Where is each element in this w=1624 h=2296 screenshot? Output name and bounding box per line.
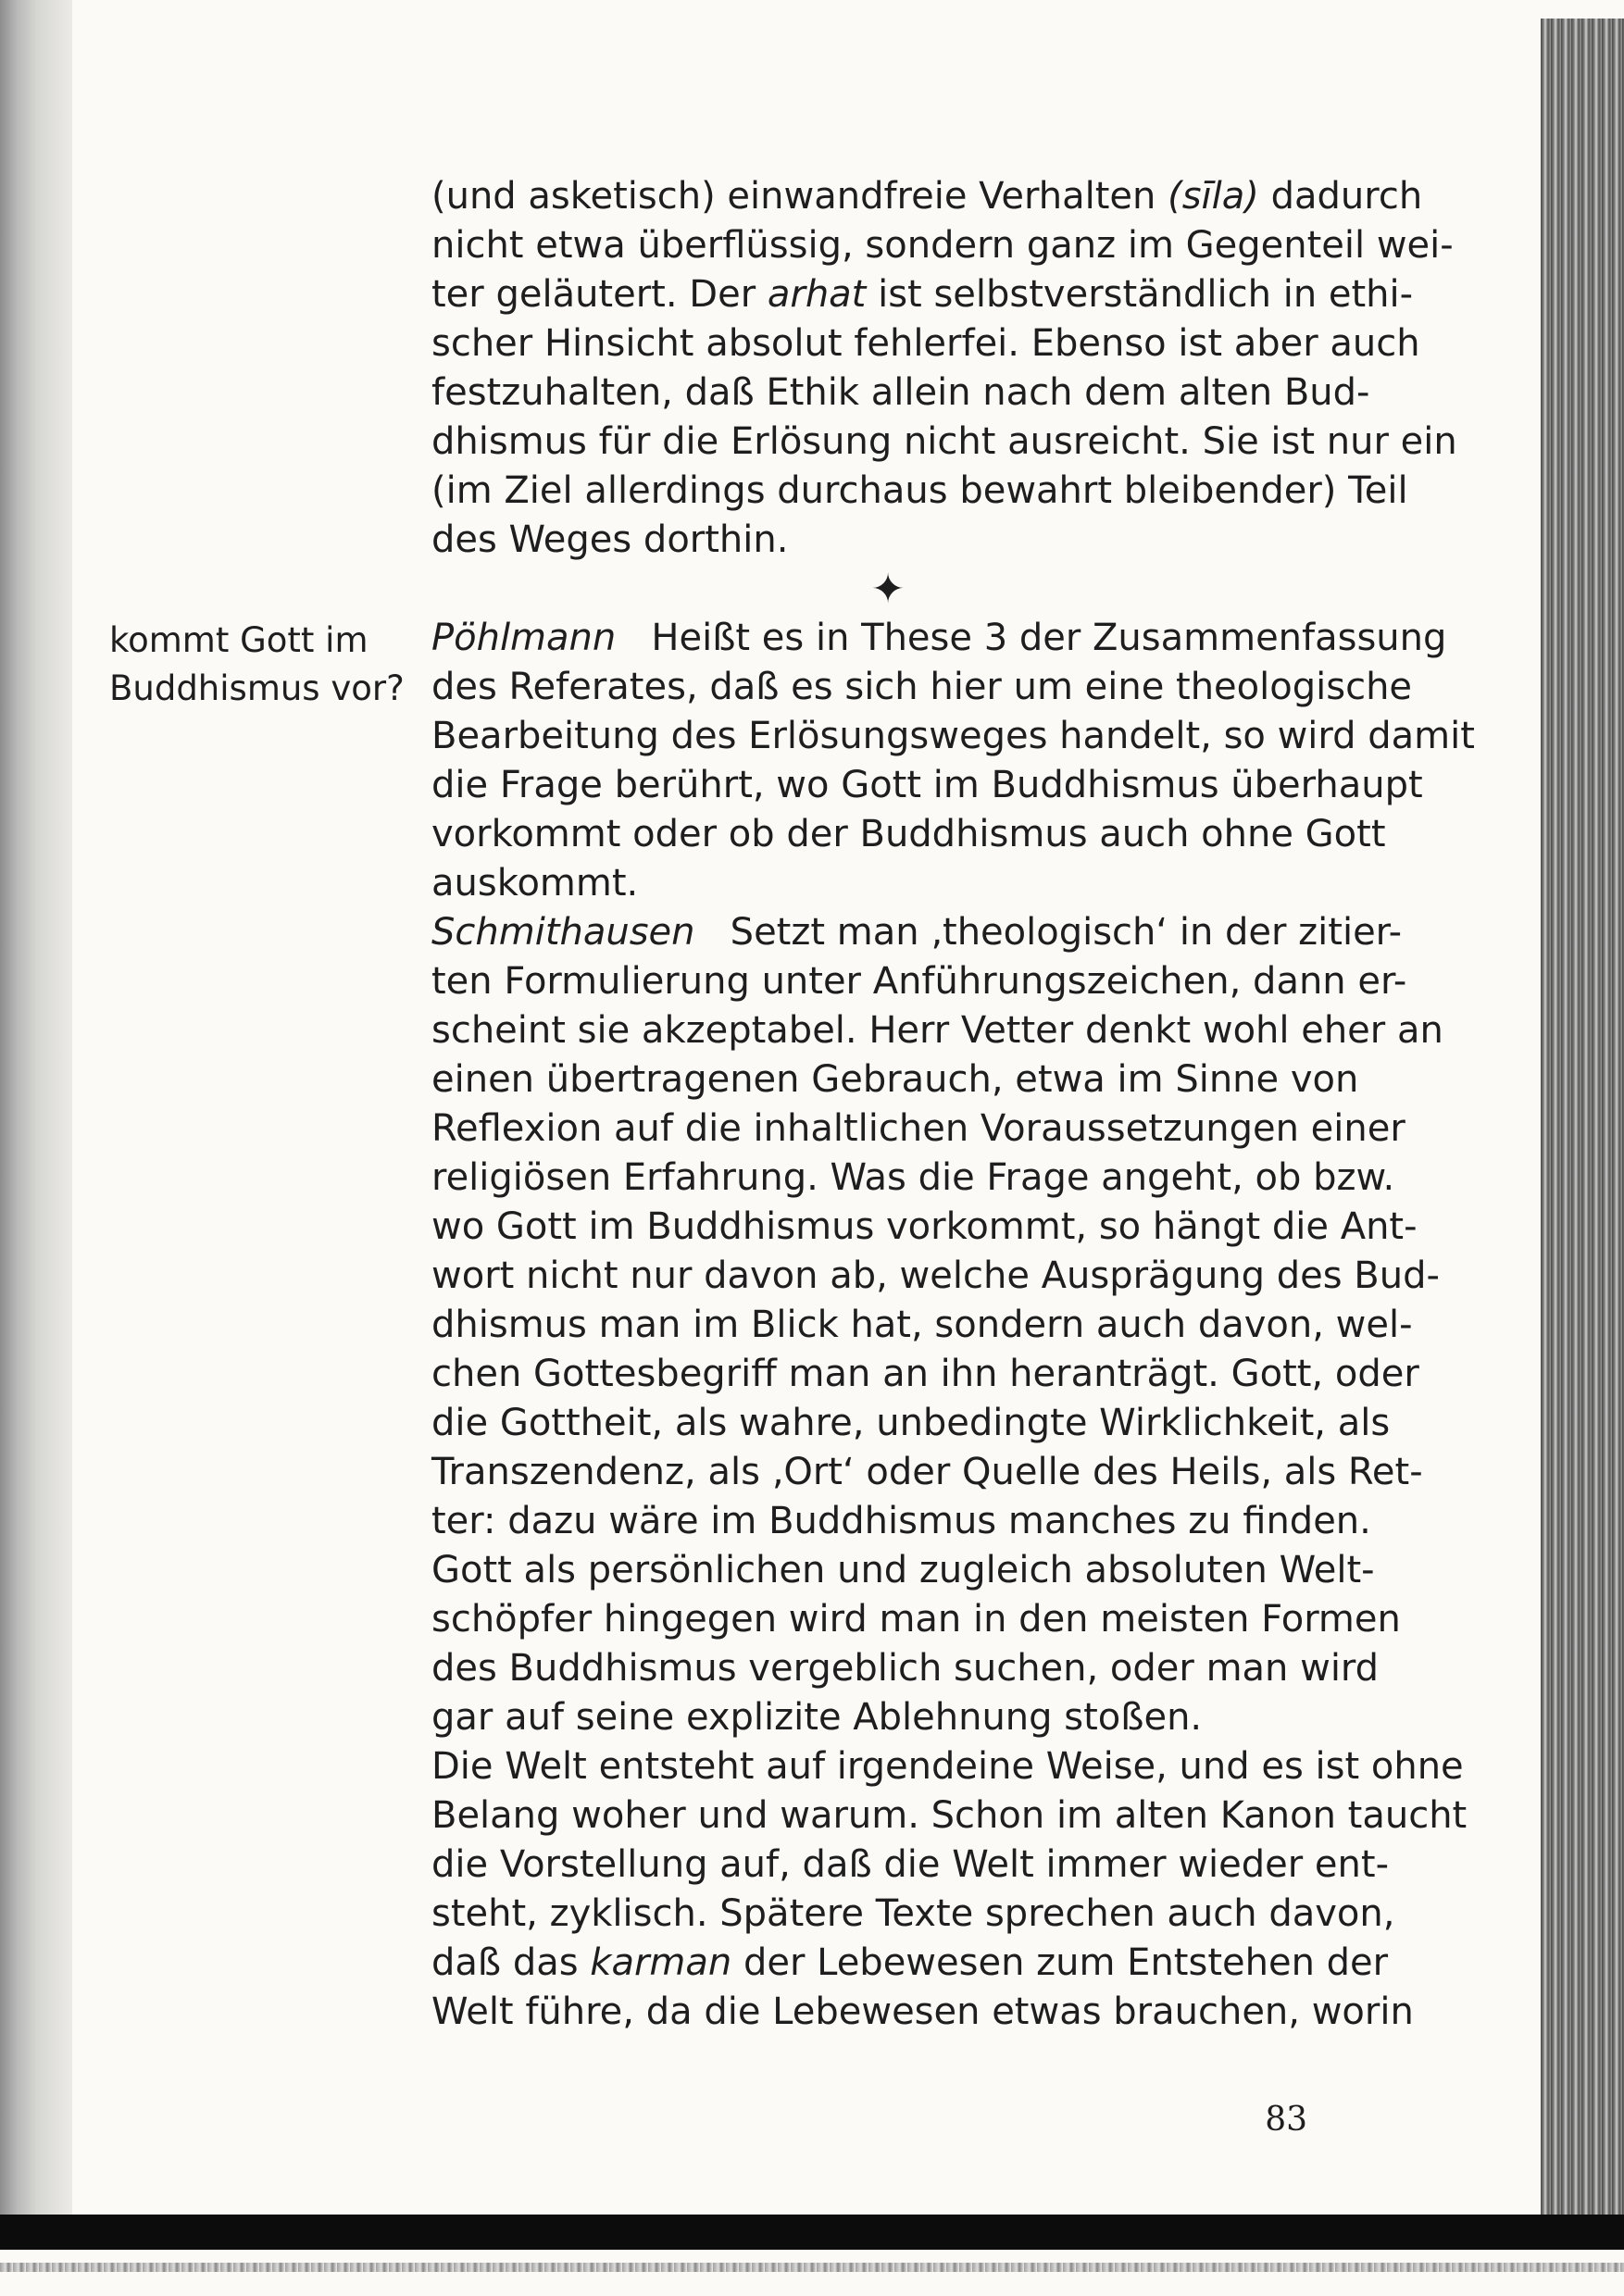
book-gutter-shadow xyxy=(0,0,72,2222)
text-line: Reflexion auf die inhaltlichen Voraussetzungen einer xyxy=(431,1107,1405,1150)
marginal-note-line: Buddhismus vor? xyxy=(109,668,405,708)
text-line: Gott als persönlichen und zugleich absoluten Welt- xyxy=(431,1549,1375,1591)
text-line: dhismus für die Erlösung nicht ausreicht. Sie ist nur ein xyxy=(431,420,1457,463)
scan-bottom-edge xyxy=(0,2215,1624,2250)
text-line: festzuhalten, daß Ethik allein nach dem alten Bud- xyxy=(431,371,1370,414)
page-edge-stack xyxy=(1541,19,1624,2222)
paragraph-2 xyxy=(431,614,1475,908)
text-line: des Buddhismus vergeblich suchen, oder man wird xyxy=(431,1647,1380,1690)
section-ornament: ✦ xyxy=(870,566,906,613)
text-line: ten Formulierung unter Anführungszeichen, dann er- xyxy=(431,960,1407,1003)
term-arhat: arhat xyxy=(767,273,867,316)
term-karman: karman xyxy=(590,1941,732,1984)
term-sila: (sīla) xyxy=(1168,175,1259,218)
text-line: chen Gottesbegriff man an ihn heranträgt. Gott, oder xyxy=(431,1353,1419,1395)
text-line: die Frage berührt, wo Gott im Buddhismus überhaupt xyxy=(431,764,1423,806)
marginal-note xyxy=(109,617,406,713)
text-line: Schmithausen Setzt man ‚theologisch‘ in der zitier- xyxy=(431,911,1403,954)
main-text-block xyxy=(431,172,1475,2037)
text-line: dhismus man im Blick hat, sondern auch davon, wel- xyxy=(431,1304,1413,1346)
speaker-name: Schmithausen xyxy=(431,911,695,954)
text-line: Die Welt entsteht auf irgendeine Weise, und es ist ohne xyxy=(431,1745,1464,1788)
text-line: scher Hinsicht absolut fehlerfei. Ebenso ist aber auch xyxy=(431,322,1420,365)
text-line: auskommt. xyxy=(431,862,639,905)
text-line: (im Ziel allerdings durchaus bewahrt bleibender) Teil xyxy=(431,469,1408,512)
paragraph-4 xyxy=(431,1742,1468,2037)
text-line: Transzendenz, als ‚Ort‘ oder Quelle des Heils, als Ret- xyxy=(431,1451,1423,1493)
scan-bottom-strip xyxy=(0,2263,1624,2272)
text-line: Bearbeitung des Erlösungsweges handelt, so wird damit xyxy=(431,715,1475,757)
text-line: scheint sie akzeptabel. Herr Vetter denkt wohl eher an xyxy=(431,1009,1443,1052)
text-line: gar auf seine explizite Ablehnung stoßen. xyxy=(431,1696,1203,1739)
text-line: wort nicht nur davon ab, welche Ausprägung des Bud- xyxy=(431,1254,1440,1297)
text-line: vorkommt oder ob der Buddhismus auch ohne Gott xyxy=(431,813,1386,855)
text-line: ter: dazu wäre im Buddhismus manches zu finden. xyxy=(431,1500,1371,1542)
text-line: die Vorstellung auf, daß die Welt immer wieder ent- xyxy=(431,1843,1390,1886)
speaker-name: Pöhlmann xyxy=(431,617,617,659)
text-line: wo Gott im Buddhismus vorkommt, so hängt die Ant- xyxy=(431,1205,1418,1248)
text-line: steht, zyklisch. Spätere Texte sprechen auch davon, xyxy=(431,1892,1395,1935)
text-line: schöpfer hingegen wird man in den meisten Formen xyxy=(431,1598,1401,1641)
marginal-note-line: kommt Gott im xyxy=(109,620,369,660)
text-line: religiösen Erfahrung. Was die Frage angeht, ob bzw. xyxy=(431,1156,1395,1199)
paragraph-1 xyxy=(431,172,1457,565)
text-line: einen übertragenen Gebrauch, etwa im Sinne von xyxy=(431,1058,1359,1101)
text-line: ter geläutert. Der arhat ist selbstverständlich in ethi- xyxy=(431,273,1414,316)
text-line: des Weges dorthin. xyxy=(431,518,789,561)
paragraph-3 xyxy=(431,908,1443,1742)
text-line: Pöhlmann Heißt es in These 3 der Zusammenfassung xyxy=(431,617,1447,659)
text-line: Welt führe, da die Lebewesen etwas brauchen, worin xyxy=(431,1990,1414,2033)
text-line: des Referates, daß es sich hier um eine theologische xyxy=(431,666,1413,708)
text-line: daß das karman der Lebewesen zum Entstehen der xyxy=(431,1941,1389,1984)
text-line: die Gottheit, als wahre, unbedingte Wirklichkeit, als xyxy=(431,1402,1391,1444)
text-line: (und asketisch) einwandfreie Verhalten (sīla) dadurch xyxy=(431,175,1423,218)
text-line: nicht etwa überflüssig, sondern ganz im Gegenteil wei- xyxy=(431,224,1454,267)
page-number: 83 xyxy=(1265,2101,1307,2139)
text-line: Belang woher und warum. Schon im alten Kanon taucht xyxy=(431,1794,1468,1837)
